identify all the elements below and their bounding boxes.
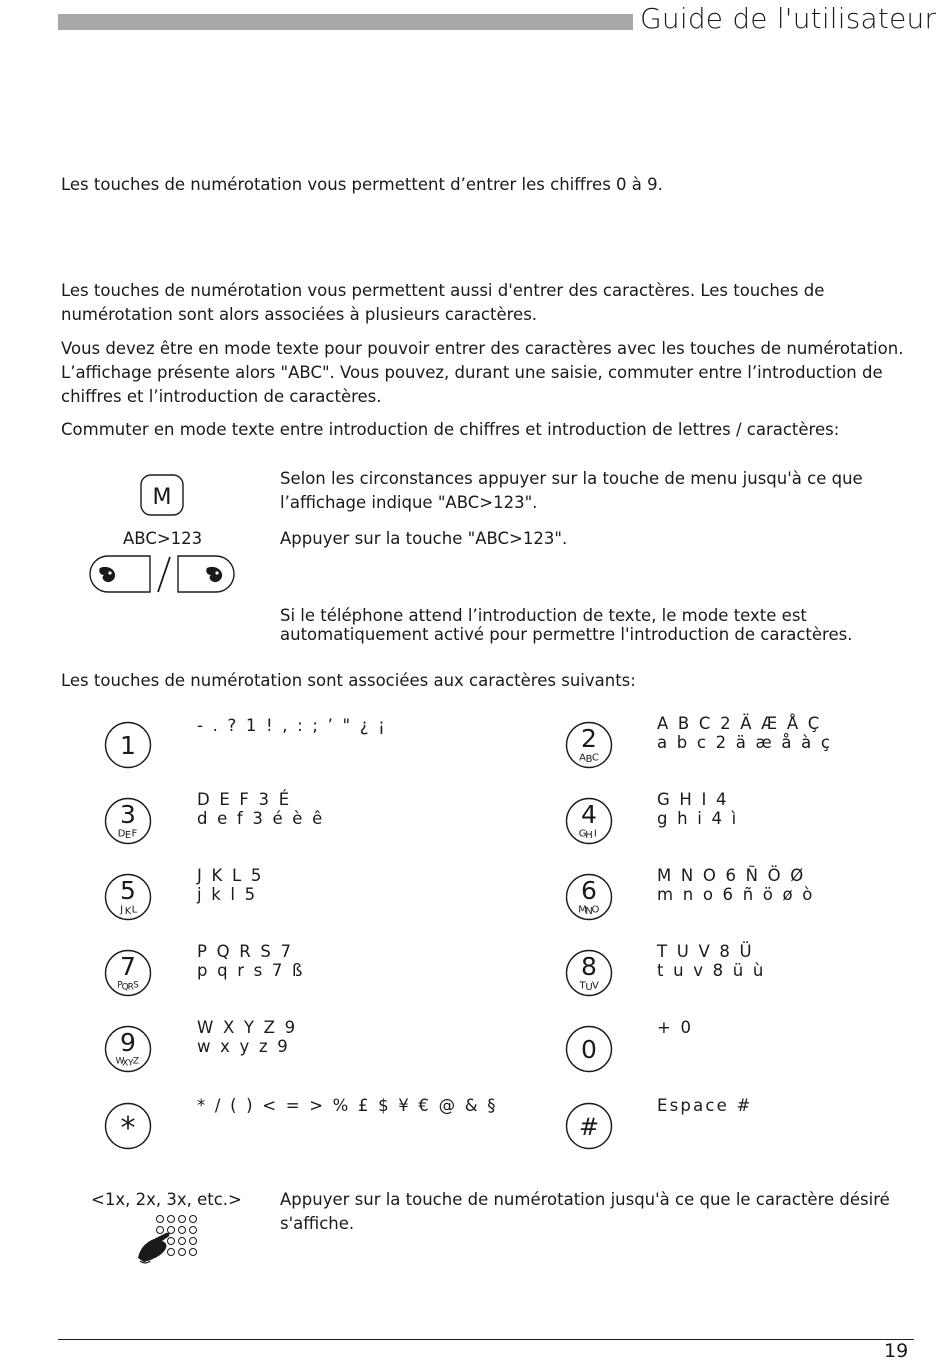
repeat-description: Appuyer sur la touche de numérotation jusqu'à ce que le caractère désiré s'affiche. — [280, 1190, 890, 1233]
intro-paragraph-3: Vous devez être en mode texte pour pouvoir entrer des caractères avec les touches de numérotation. L’affichage présente alors "ABC". Vous pouvez, durant une saisie, commuter entre l’introduction de chiffres et l’introduction de caractères. — [61, 339, 904, 406]
key-digit: 7 — [120, 952, 136, 981]
key-digit: * — [120, 1111, 136, 1146]
key-digit: 3 — [120, 800, 136, 829]
key-0-chars: + 0 — [657, 1018, 694, 1037]
key-digit: 8 — [581, 952, 597, 981]
key-star-icon — [104, 1102, 152, 1150]
key-1-icon — [104, 721, 152, 769]
key-0-icon — [565, 1025, 613, 1073]
key-5-chars: J K L 5 j k l 5 — [197, 866, 264, 904]
key-4-icon — [565, 797, 613, 845]
key-8-icon — [565, 949, 613, 997]
key-digit: # — [578, 1113, 600, 1141]
key-star-chars: * / ( ) < = > % £ $ ¥ € @ & § — [197, 1096, 498, 1115]
softkey-description: Appuyer sur la touche "ABC>123". — [280, 529, 568, 548]
key-3-icon — [104, 797, 152, 845]
key-letters: J KL — [120, 904, 138, 917]
mapping-intro: Les touches de numérotation sont associées aux caractères suivants: — [61, 671, 636, 690]
softkey-label: ABC>123 — [123, 529, 203, 548]
key-letters: TUV — [579, 980, 599, 993]
key-digit: 1 — [120, 731, 136, 760]
key-8-chars: T U V 8 Ü t u v 8 ü ù — [657, 942, 766, 980]
intro-paragraph-1: Les touches de numérotation vous permettent d’entrer les chiffres 0 à 9. — [61, 175, 663, 194]
key-2-icon — [565, 721, 613, 769]
key-letters: ABC — [579, 752, 599, 765]
key-6-chars: M N O 6 Ñ Ö Ø m n o 6 ñ ö ø ò — [657, 866, 815, 904]
key-letters: GHI — [578, 828, 597, 841]
key-9-chars: W X Y Z 9 w x y z 9 — [197, 1018, 298, 1056]
key-digit: 0 — [581, 1035, 597, 1064]
menu-key-icon — [140, 474, 186, 518]
page-title: Guide de l'utilisateur — [640, 2, 937, 35]
repeat-press-label: <1x, 2x, 3x, etc.> — [91, 1190, 242, 1209]
key-digit: 2 — [581, 724, 597, 753]
intro-paragraph-2: Les touches de numérotation vous permettent aussi d'entrer des caractères. Les touches de numérotation sont alors associées à plusieurs caractères. — [61, 281, 825, 324]
menu-key-description: Selon les circonstances appuyer sur la touche de menu jusqu'à ce que l’affichage indique "ABC>123". — [280, 469, 863, 512]
intro-paragraph-4: Commuter en mode texte entre introduction de chiffres et introduction de lettres / caractères: — [61, 420, 840, 439]
auto-text-mode-note: Si le téléphone attend l’introduction de texte, le mode texte est automatiquement activé pour permettre l'introduction de caractères. — [280, 606, 853, 644]
page-number: 19 — [884, 1340, 909, 1362]
key-2-chars: A B C 2 Ä Æ Å Ç a b c 2 ä æ å à ç — [657, 714, 833, 752]
key-7-icon — [104, 949, 152, 997]
key-hash-chars: Espace # — [657, 1096, 753, 1115]
key-letters: DEF — [117, 828, 138, 841]
key-4-chars: G H I 4 g h i 4 ì — [657, 790, 739, 828]
key-3-chars: D E F 3 É d e f 3 é è ê — [197, 790, 325, 828]
softkey-pair-icon — [88, 555, 238, 597]
keypad-press-icon — [136, 1214, 206, 1264]
menu-key-letter: M — [152, 485, 172, 510]
key-digit: 6 — [581, 876, 597, 905]
key-letters: WXYZ — [115, 1056, 140, 1069]
footer-rule — [58, 1339, 914, 1340]
header-bar — [58, 14, 633, 30]
key-letters: MNO — [578, 904, 600, 917]
key-digit: 9 — [120, 1028, 136, 1057]
key-5-icon — [104, 873, 152, 921]
key-hash-icon — [565, 1102, 613, 1150]
key-digit: 4 — [581, 800, 597, 829]
key-6-icon — [565, 873, 613, 921]
key-digit: 5 — [120, 876, 136, 905]
key-7-chars: P Q R S 7 p q r s 7 ß — [197, 942, 305, 980]
key-1-chars: - . ? 1 ! , : ; ’ " ¿ ¡ — [197, 716, 387, 735]
key-9-icon — [104, 1025, 152, 1073]
key-letters: PQRS — [117, 980, 139, 993]
